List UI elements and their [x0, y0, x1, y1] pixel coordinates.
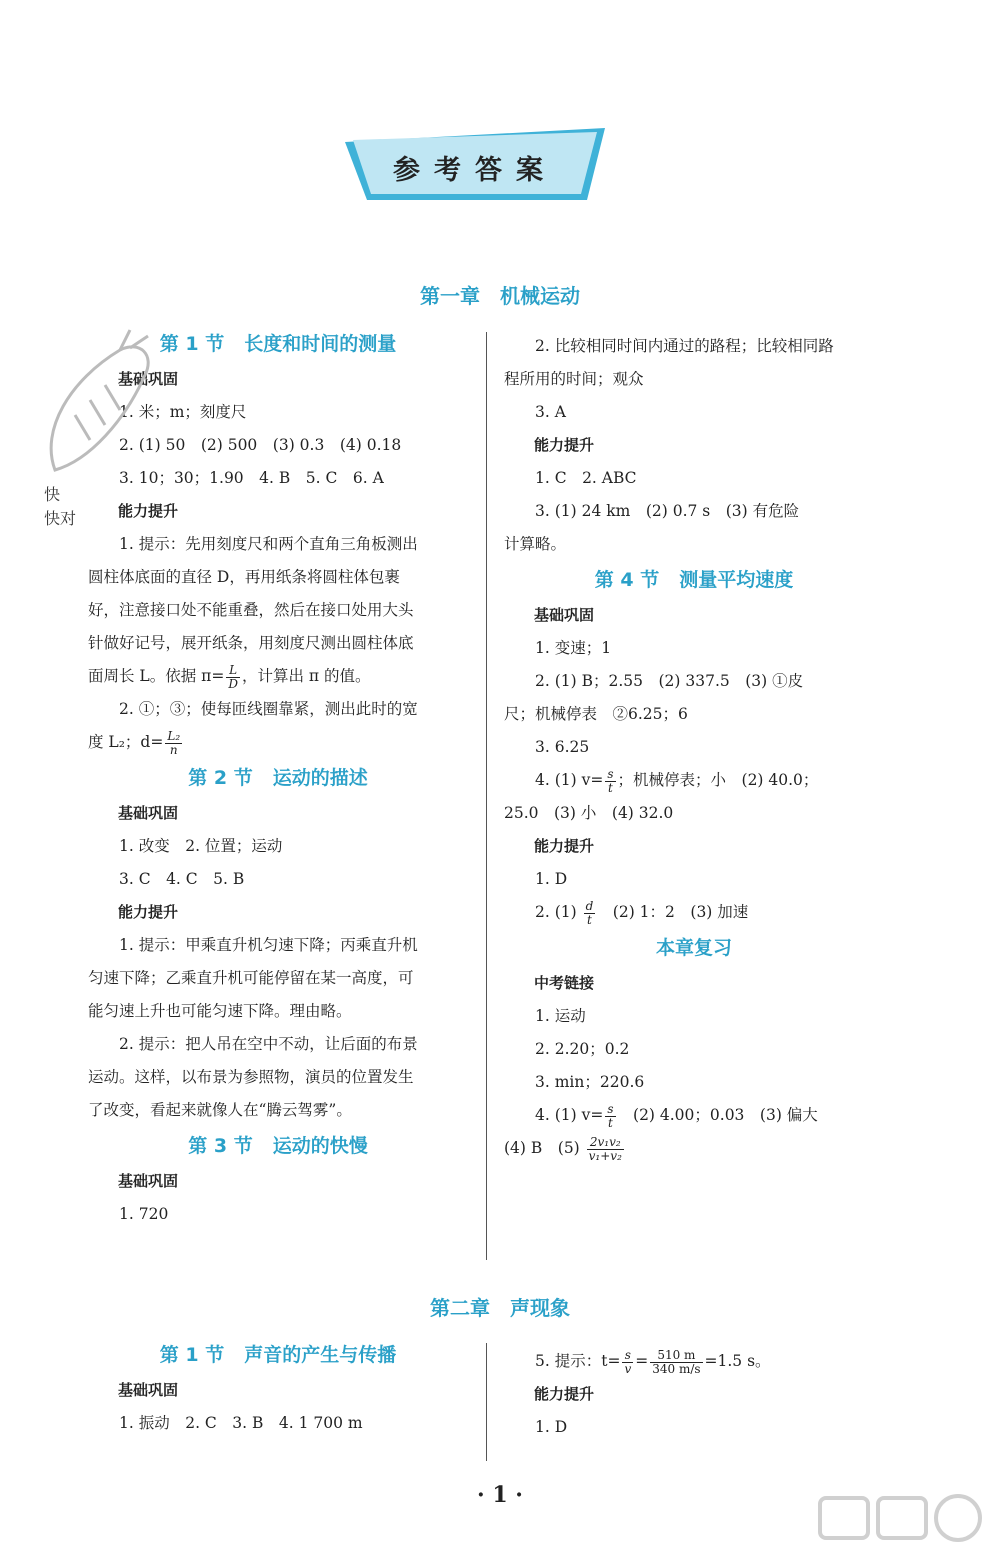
section-heading: 第 4 节 测量平均速度: [594, 569, 794, 591]
answer-line: 1. 米；m；刻度尺: [119, 403, 247, 421]
answer-line: 度 L₂；d= $\frac{\text{L₂}}{n}$: [88, 728, 181, 757]
answer-line: 面周长 L。依据 π= $\frac{L}{D}$ ，计算出 π 的值。: [88, 662, 371, 691]
watermark-stamp-icon: [30, 320, 180, 490]
section-heading: 第 3 节 运动的快慢: [188, 1135, 368, 1157]
watermark-text: 快: [44, 485, 61, 504]
answer-line: 程所用的时间；观众: [504, 370, 644, 388]
sub-heading: 基础巩固: [118, 804, 179, 822]
answer-line: 1. D: [535, 870, 568, 888]
right-column-ch2: [504, 1345, 884, 1444]
answer-line: 2. 2.20；0.2: [535, 1040, 630, 1058]
sub-heading: 基础巩固: [118, 1381, 179, 1399]
answer-line: 1. 提示：先用刻度尺和两个直角三角板测出: [119, 535, 418, 553]
answer-line: (4) B (5) $\frac{\text{2v₁v₂}}{\text{v₁+v₂}}$: [504, 1134, 622, 1163]
answer-line: 2. 比较相同时间内通过的路程；比较相同路: [535, 337, 834, 355]
section-heading: 第 2 节 运动的描述: [188, 767, 368, 789]
answer-line: 2. ①；③；使每匝线圈靠紧，测出此时的宽: [119, 700, 418, 718]
answer-line: 2. (1) B；2.55 (2) 337.5 (3) ①皮: [535, 672, 804, 690]
section-heading: 第 1 节 长度和时间的测量: [159, 333, 397, 355]
left-column-ch2: [88, 1336, 468, 1440]
watermark-logo-icon: [808, 1490, 998, 1559]
sub-heading: 基础巩固: [118, 1172, 179, 1190]
watermark-text: 快对: [44, 509, 77, 528]
answer-line: 2. (1) $\frac{d}{t}$ (2) 1：2 (3) 加速: [535, 898, 749, 927]
chapter-2-label: 第二章: [430, 1296, 490, 1320]
answer-line: 3. (1) 24 km (2) 0.7 s (3) 有危险: [535, 502, 800, 520]
answer-line: 2. 提示：把人吊在空中不动，让后面的布景: [119, 1035, 418, 1053]
sub-heading: 能力提升: [534, 1385, 595, 1403]
answer-line: 1. 提示：甲乘直升机匀速下降；丙乘直升机: [119, 936, 418, 954]
answer-line: 匀速下降；乙乘直升机可能停留在某一高度，可: [88, 969, 414, 987]
answer-line: 2. (1) 50 (2) 500 (3) 0.3 (4) 0.18: [119, 436, 402, 454]
chapter-1-label: 第一章: [420, 284, 480, 308]
sub-heading: 基础巩固: [118, 370, 179, 388]
section-heading: 第 1 节 声音的产生与传播: [159, 1344, 397, 1366]
answer-line: 好，注意接口处不能重叠，然后在接口处用大头: [88, 601, 414, 619]
answer-line: 1. 720: [119, 1205, 169, 1223]
answer-line: 1. D: [535, 1418, 568, 1436]
answer-line: 3. 10；30；1.90 4. B 5. C 6. A: [119, 469, 384, 487]
sub-heading: 能力提升: [118, 903, 179, 921]
sub-heading: 能力提升: [534, 436, 595, 454]
answer-line: 5. 提示：t= $\frac{s}{v}$ = $\frac{510 m}{340 m/s}$ =1.5 s。: [535, 1347, 771, 1376]
answer-line: 3. min；220.6: [535, 1073, 645, 1091]
answer-line: 3. 6.25: [535, 738, 590, 756]
answer-line: 针做好记号，展开纸条，用刻度尺测出圆柱体底: [88, 634, 414, 652]
answer-line: 圆柱体底面的直径 D，再用纸条将圆柱体包裹: [88, 568, 400, 586]
answer-line: 计算略。: [504, 535, 567, 553]
answer-line: 1. 振动 2. C 3. B 4. 1 700 m: [119, 1414, 363, 1432]
answer-line: 1. C 2. ABC: [535, 469, 637, 487]
answer-line: 3. C 4. C 5. B: [119, 870, 245, 888]
answer-line: 4. (1) v= $\frac{s}{t}$ ；机械停表；小 (2) 40.0；: [535, 766, 819, 795]
chapter-2-title: 声现象: [510, 1296, 570, 1320]
answer-line: 1. 变速；1: [535, 639, 612, 657]
answer-line: 25.0 (3) 小 (4) 32.0: [504, 804, 674, 822]
answer-line: 1. 运动: [535, 1007, 586, 1025]
chapter-1-heading: [0, 280, 1000, 309]
sub-heading: 中考链接: [534, 974, 595, 992]
answer-line: 4. (1) v= $\frac{s}{t}$ (2) 4.00；0.03 (3) 偏大: [535, 1101, 818, 1130]
right-column: [504, 330, 884, 1165]
sub-heading: 能力提升: [534, 837, 595, 855]
answer-line: 能匀速上升也可能匀速下降。理由略。: [88, 1002, 352, 1020]
chapter-2-heading: [0, 1292, 1000, 1321]
column-divider: [486, 1343, 487, 1461]
answer-line: 了改变，看起来就像人在“腾云驾雾”。: [88, 1101, 352, 1119]
column-divider: [486, 332, 487, 1260]
answer-line: 尺；机械停表 ②6.25；6: [504, 705, 688, 723]
section-heading: 本章复习: [655, 937, 732, 959]
page-title: 参考答案: [393, 155, 557, 186]
answer-line: 1. 改变 2. 位置；运动: [119, 837, 283, 855]
answer-line: 运动。这样，以布景为参照物，演员的位置发生: [88, 1068, 414, 1086]
sub-heading: 基础巩固: [534, 606, 595, 624]
answer-line: 3. A: [535, 403, 566, 421]
sub-heading: 能力提升: [118, 502, 179, 520]
page-number: · 1 ·: [477, 1482, 523, 1508]
chapter-1-title: 机械运动: [500, 284, 580, 308]
